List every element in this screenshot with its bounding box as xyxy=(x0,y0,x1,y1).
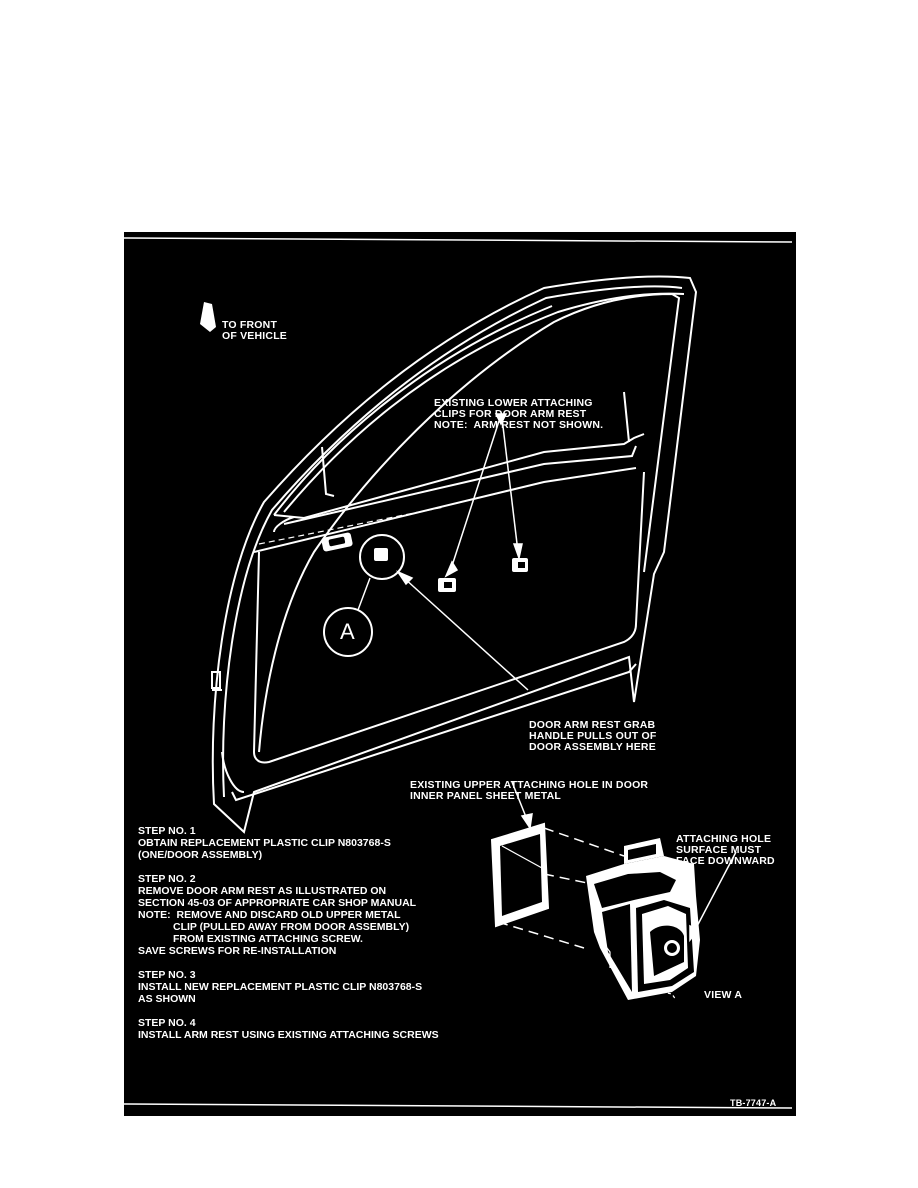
step-3-line: AS SHOWN xyxy=(138,993,196,1005)
to-front-label: TO FRONT OF VEHICLE xyxy=(222,319,288,342)
lower-clip-right-icon xyxy=(512,558,528,572)
upper-hole-label: EXISTING UPPER ATTACHING HOLE IN DOOR INNER PANEL SHEET METAL xyxy=(410,779,649,802)
front-arrow-icon xyxy=(200,302,216,332)
step-2-line: FROM EXISTING ATTACHING SCREW. xyxy=(138,933,363,945)
diagram-panel xyxy=(124,232,796,1116)
grab-handle-icon xyxy=(374,548,388,561)
view-a-circle-letter: A xyxy=(340,619,355,644)
step-4-line: INSTALL ARM REST USING EXISTING ATTACHING SCREWS xyxy=(138,1029,439,1041)
step-4-title: STEP NO. 4 xyxy=(138,1017,196,1029)
figure-id: TB-7747-A xyxy=(730,1098,777,1108)
grab-handle-leader xyxy=(398,572,528,690)
top-rule xyxy=(124,238,792,242)
step-2-title: STEP NO. 2 xyxy=(138,873,196,885)
step-2-line: REMOVE DOOR ARM REST AS ILLUSTRATED ON xyxy=(138,885,387,897)
step-1-title: STEP NO. 1 xyxy=(138,825,196,837)
step-3-line: INSTALL NEW REPLACEMENT PLASTIC CLIP N803768-S xyxy=(138,981,423,993)
lower-clips-label: EXISTING LOWER ATTACHING CLIPS FOR DOOR ARM REST NOTE: ARM REST NOT SHOWN. xyxy=(434,397,604,431)
step-1-line: OBTAIN REPLACEMENT PLASTIC CLIP N803768-S xyxy=(138,837,391,849)
view-a-label: VIEW A xyxy=(704,989,743,1001)
step-1-line: (ONE/DOOR ASSEMBLY) xyxy=(138,849,263,861)
step-3-title: STEP NO. 3 xyxy=(138,969,196,981)
attaching-surface-label: ATTACHING HOLE SURFACE MUST FACE DOWNWARD xyxy=(676,833,775,867)
plastic-clip-exploded-view xyxy=(492,824,700,1000)
step-2-line: SAVE SCREWS FOR RE-INSTALLATION xyxy=(138,945,337,957)
step-2-line: SECTION 45-03 OF APPROPRIATE CAR SHOP MANUAL xyxy=(138,897,417,909)
step-2-line: NOTE: REMOVE AND DISCARD OLD UPPER METAL xyxy=(138,909,401,921)
step-2-line: CLIP (PULLED AWAY FROM DOOR ASSEMBLY) xyxy=(138,921,410,933)
grab-handle-label: DOOR ARM REST GRAB HANDLE PULLS OUT OF DOOR ASSEMBLY HERE xyxy=(529,719,657,753)
lower-clip-left-icon xyxy=(438,578,456,592)
bottom-rule xyxy=(124,1104,792,1108)
view-a-leader xyxy=(358,578,370,610)
